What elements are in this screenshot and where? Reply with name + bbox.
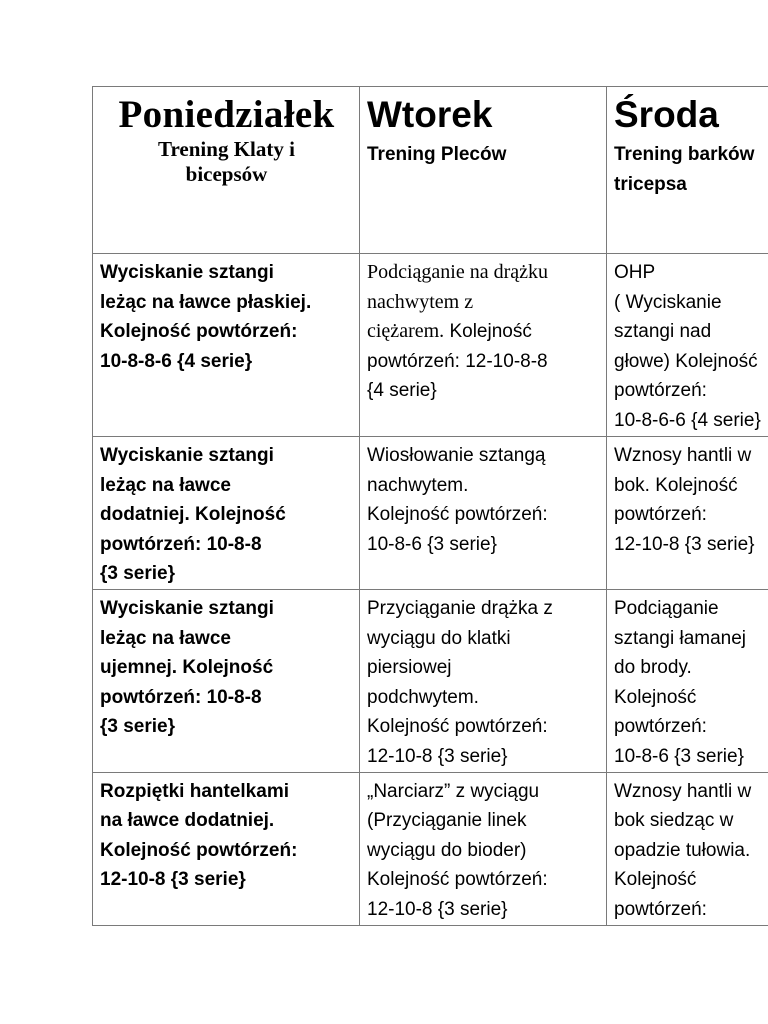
exercise-cell-wednesday xyxy=(607,437,768,590)
exercise-text: Wyciskanie sztangi leżąc na ławce płaskiej. Kolejność powtórzeń: 10-8-8-6 {4 serie} xyxy=(100,262,312,372)
exercise-text: Wiosłowanie sztangą nachwytem. Kolejność powtórzeń: 10-8-6 {3 serie} xyxy=(367,445,548,555)
exercise-text: Wyciskanie sztangi leżąc na ławce ujemnej. Kolejność powtórzeń: 10-8-8 {3 serie} xyxy=(100,597,274,738)
day-title-wednesday: Środa xyxy=(614,94,719,135)
day-subtitle-monday: Trening Klaty i bicepsów xyxy=(158,137,295,186)
day-subtitle-tuesday: Trening Pleców xyxy=(367,144,507,165)
exercise-text: Wznosy hantli w bok siedząc w opadzie tułowia. Kolejność powtórzeń: xyxy=(614,780,752,920)
exercise-cell-tuesday xyxy=(360,437,607,590)
exercise-text: OHP ( Wyciskanie sztangi nad głowe) Kolejność powtórzeń: 10-8-6-6 {4 serie} xyxy=(614,262,761,431)
day-title-tuesday: Wtorek xyxy=(367,94,493,135)
exercise-text: „Narciarz” z wyciągu (Przyciąganie linek wyciągu do bioder) Kolejność powtórzeń: 12-10-8 {3 serie} xyxy=(367,780,548,920)
header-row xyxy=(93,87,768,254)
training-plan-table xyxy=(92,86,768,926)
exercise-text: Rozpiętki hantelkami na ławce dodatniej. Kolejność powtórzeń: 12-10-8 {3 serie} xyxy=(100,780,298,891)
exercise-text-rest: Kolejność powtórzeń: 12-10-8-8 {4 serie} xyxy=(367,321,548,402)
table-row xyxy=(93,772,768,925)
table-row xyxy=(93,254,768,437)
exercise-cell-monday xyxy=(93,437,360,590)
exercise-cell-tuesday xyxy=(360,589,607,772)
exercise-cell-monday xyxy=(93,589,360,772)
exercise-text: Wyciskanie sztangi leżąc na ławce dodatniej. Kolejność powtórzeń: 10-8-8 {3 serie} xyxy=(100,445,286,585)
day-subtitle-wednesday: Trening barków tricepsa xyxy=(614,144,755,195)
exercise-cell-tuesday xyxy=(360,772,607,925)
exercise-cell-monday xyxy=(93,772,360,925)
table-row xyxy=(93,589,768,772)
exercise-text: Podciąganie sztangi łamanej do brody. Kolejność powtórzeń: 10-8-6 {3 serie} xyxy=(614,597,747,767)
table-row xyxy=(93,437,768,590)
exercise-cell-monday xyxy=(93,254,360,437)
exercise-text: Przyciąganie drążka z wyciągu do klatki piersiowej podchwytem. Kolejność powtórzeń: 12-10-8 {3 serie} xyxy=(367,597,553,767)
header-cell-monday xyxy=(93,87,360,254)
exercise-cell-tuesday xyxy=(360,254,607,437)
exercise-cell-wednesday xyxy=(607,254,768,437)
exercise-cell-wednesday xyxy=(607,772,768,925)
header-cell-wednesday xyxy=(607,87,768,254)
exercise-text: Wznosy hantli w bok. Kolejność powtórzeń: 12-10-8 {3 serie} xyxy=(614,445,755,555)
exercise-text xyxy=(367,258,600,406)
day-title-monday: Poniedziałek xyxy=(118,93,335,136)
exercise-text-serif: Podciąganie na drążku nachwytem z ciężarem. xyxy=(367,261,549,343)
header-cell-tuesday xyxy=(360,87,607,254)
exercise-cell-wednesday xyxy=(607,589,768,772)
